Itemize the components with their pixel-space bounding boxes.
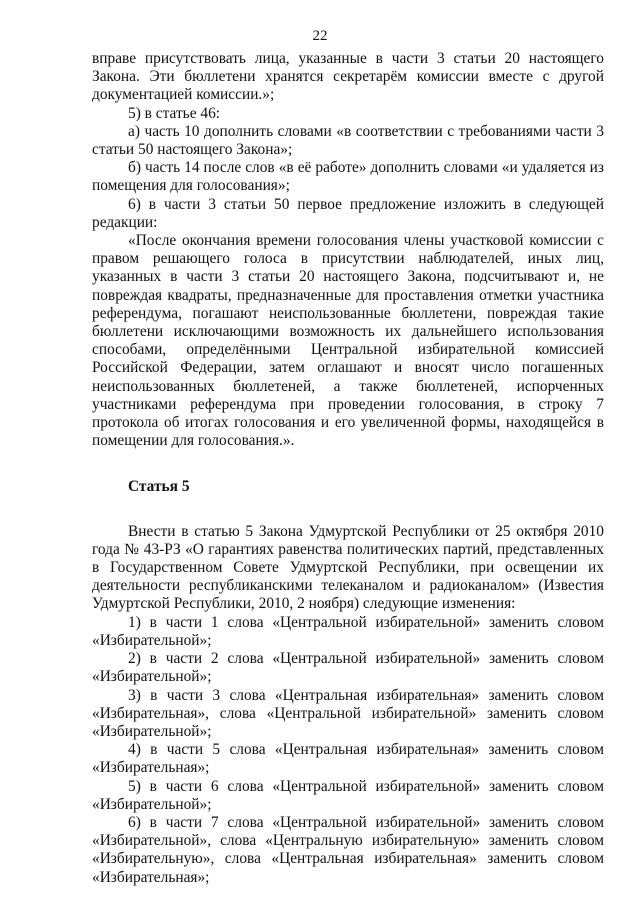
top-paragraphs (92, 50, 604, 450)
paragraph: «После окончания времени голосования члены участковой комиссии с правом решающего голоса в присутствии наблюдателей, иных лиц, указанных в части 3 статьи 20 настоящего Закона, подсчитывают и, не повреждая квадраты, предназначенные для проставления отметки участника референдума, погашают неиспользованные бюллетени, повреждая такие бюллетени исключающими возможность их дальнейшего использования способами, определёнными Центральной избирательной комиссией Российской Федерации, затем оглашают и вносят число погашенных неиспользованных бюллетеней, а также бюллетеней, испорченных участниками референдума при проведении голосования, в строку 7 протокола об итогах голосования и его увеличенной формы, находящейся в помещении для голосования.». (92, 232, 604, 450)
paragraph: а) часть 10 дополнить словами «в соответствии с требованиями части 3 статьи 50 настоящего Закона»; (92, 122, 604, 159)
paragraph: 5) в статье 46: (128, 104, 221, 122)
paragraph: Внести в статью 5 Закона Удмуртской Республики от 25 октября 2010 года № 43-РЗ «О гарантиях равенства политических партий, представленных в Государственном Совете Удмуртской Республики, при освещении их деятельности республиканскими телеканалом и радиоканалом» (Известия Удмуртской Республики, 2010, 2 ноября) следующие изменения: (92, 522, 604, 613)
paragraph: 4) в части 5 слова «Центральная избирательная» заменить словом «Избирательная»; (92, 741, 604, 777)
bottom-paragraphs (92, 523, 604, 887)
paragraph: 3) в части 3 слова «Центральная избирательная» заменить словом «Избирательная», слова «Центральной избирательной» заменить словом «Избирательной»; (92, 686, 604, 740)
paragraph: б) часть 14 после слов «в её работе» дополнить словами «и удаляется из помещения для голосования»; (92, 159, 604, 195)
paragraph: 1) в части 1 слова «Центральной избирательной» заменить словом «Избирательной»; (92, 613, 604, 649)
paragraph: 6) в части 3 статьи 50 первое предложение изложить в следующей редакции: (92, 195, 604, 231)
paragraph: 5) в части 6 слова «Центральной избирательной» заменить словом «Избирательной»; (92, 777, 604, 813)
document-body (92, 50, 604, 887)
paragraph: вправе присутствовать лица, указанные в части 3 статьи 20 настоящего Закона. Эти бюллетени хранятся секретарём комиссии вместе с другой документацией комиссии.»; (92, 50, 604, 104)
article-heading: Статья 5 (128, 478, 190, 496)
paragraph: 6) в части 7 слова «Центральной избирательной» заменить словом «Избирательной», слова «Центральную избирательную» заменить словом «Избирательную», слова «Центральная избирательная» заменить словом «Избирательная»; (92, 813, 604, 886)
paragraph: 2) в части 2 слова «Центральной избирательной» заменить словом «Избирательной»; (92, 650, 604, 686)
page-number: 22 (312, 28, 328, 44)
